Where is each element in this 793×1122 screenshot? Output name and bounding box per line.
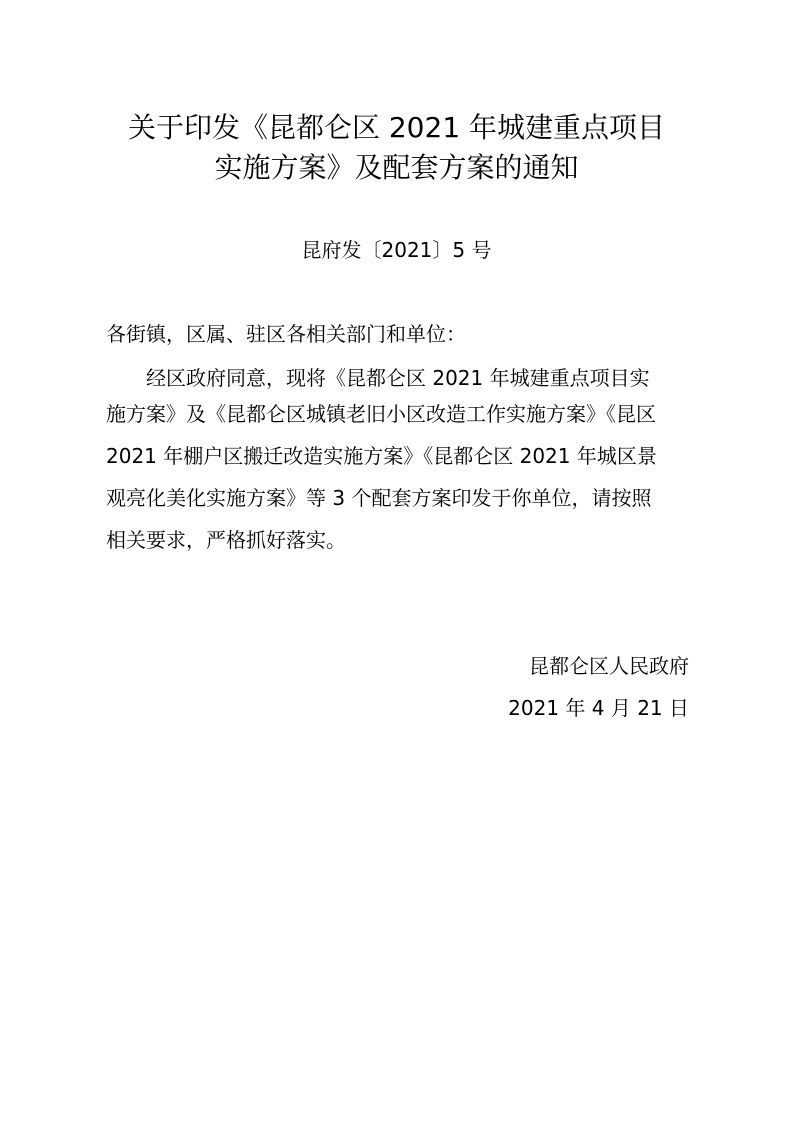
signature-date: 2021 年 4 月 21 日 bbox=[508, 696, 689, 720]
document-title-line-1: 关于印发《昆都仑区 2021 年城建重点项目 bbox=[127, 111, 666, 144]
signature-issuer: 昆都仑区人民政府 bbox=[529, 654, 689, 678]
body-line-4: 观亮化美化实施方案》等 3 个配套方案印发于你单位，请按照 bbox=[106, 486, 652, 510]
body-line-1: 经区政府同意，现将《昆都仑区 2021 年城建重点项目实 bbox=[146, 366, 650, 390]
document-title-line-2: 实施方案》及配套方案的通知 bbox=[214, 151, 579, 184]
body-line-5: 相关要求，严格抓好落实。 bbox=[106, 528, 346, 552]
salutation: 各街镇，区属、驻区各相关部门和单位： bbox=[106, 322, 466, 346]
body-line-2: 施方案》及《昆都仑区城镇老旧小区改造工作实施方案》《昆区 bbox=[106, 402, 656, 426]
body-line-3: 2021 年棚户区搬迁改造实施方案》《昆都仑区 2021 年城区景 bbox=[106, 444, 657, 468]
document-number: 昆府发〔2021〕5 号 bbox=[301, 238, 492, 262]
